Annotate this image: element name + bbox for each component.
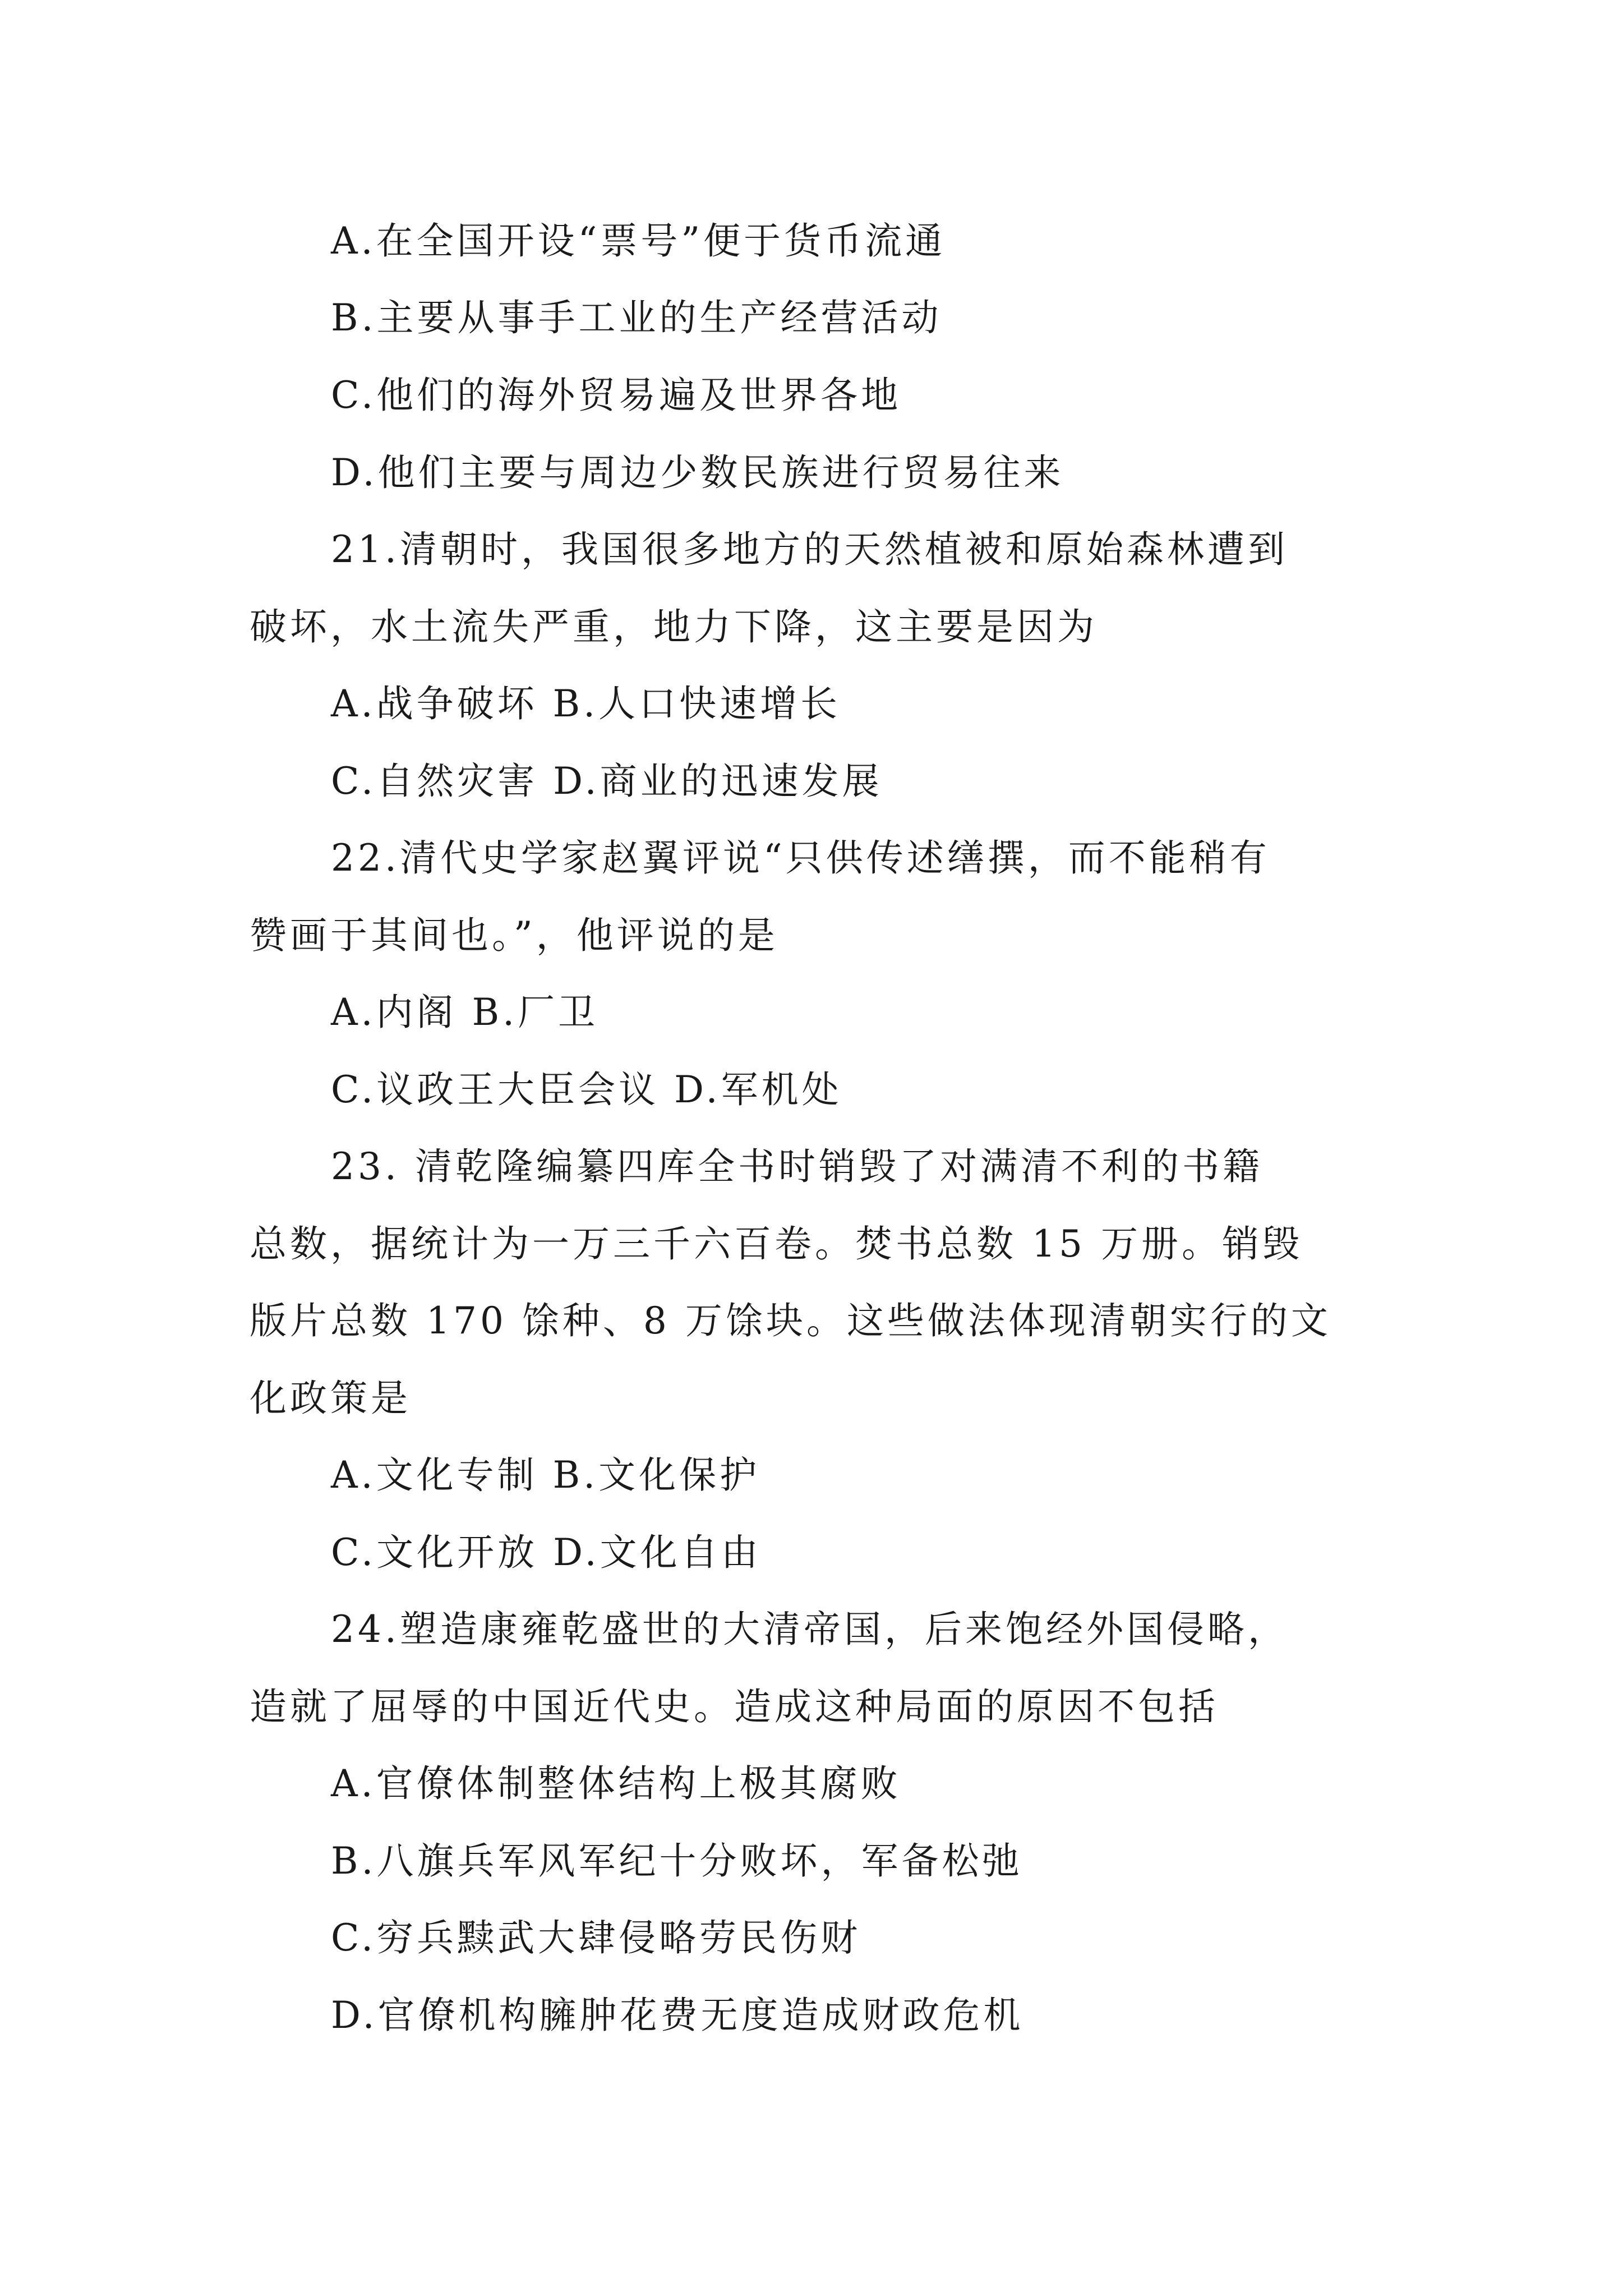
q20-option-a: A.在全国开设“票号”便于货币流通 [331,219,946,263]
q21-stem-line-1: 21.清朝时，我国很多地方的天然植被和原始森林遭到 [331,528,1288,571]
q22-options-cd: C.议政王大臣会议 D.军机处 [331,1068,842,1111]
q20-option-c: C.他们的海外贸易遍及世界各地 [331,374,902,417]
q24-stem-line-1: 24.塑造康雍乾盛世的大清帝国，后来饱经外国侵略， [331,1608,1288,1651]
q24-option-d: D.官僚机构臃肿花费无度造成财政危机 [331,1994,1024,2037]
q21-options-cd: C.自然灾害 D.商业的迅速发展 [331,760,883,803]
q24-option-b: B.八旗兵军风军纪十分败坏，军备松弛 [331,1839,1023,1883]
q23-stem-line-1: 23. 清乾隆编纂四库全书时销毁了对满清不利的书籍 [331,1145,1263,1188]
q23-stem-line-3: 版片总数 170 馀种、8 万馀块。这些做法体现清朝实行的文 [250,1299,1331,1342]
q24-option-c: C.穷兵黩武大肆侵略劳民伤财 [331,1916,861,1959]
q20-option-d: D.他们主要与周边少数民族进行贸易往来 [331,451,1064,494]
q22-stem-line-2: 赞画于其间也。”，他评说的是 [250,914,778,957]
q21-options-ab: A.战争破坏 B.人口快速增长 [331,682,841,725]
q20-option-b: B.主要从事手工业的生产经营活动 [331,296,942,339]
q22-options-ab: A.内阁 B.厂卫 [331,991,599,1034]
q21-stem-line-2: 破坏，水土流失严重，地力下降，这主要是因为 [250,605,1098,648]
q23-stem-line-2: 总数，据统计为一万三千六百卷。焚书总数 15 万册。销毁 [250,1222,1303,1266]
q23-stem-line-4: 化政策是 [250,1377,411,1420]
q23-options-ab: A.文化专制 B.文化保护 [331,1453,760,1497]
q24-stem-line-2: 造就了屈辱的中国近代史。造成这种局面的原因不包括 [250,1685,1219,1728]
q22-stem-line-1: 22.清代史学家赵翼评说“只供传述缮撰，而不能稍有 [331,836,1270,880]
q23-options-cd: C.文化开放 D.文化自由 [331,1531,762,1574]
q24-option-a: A.官僚体制整体结构上极其腐败 [331,1762,901,1805]
